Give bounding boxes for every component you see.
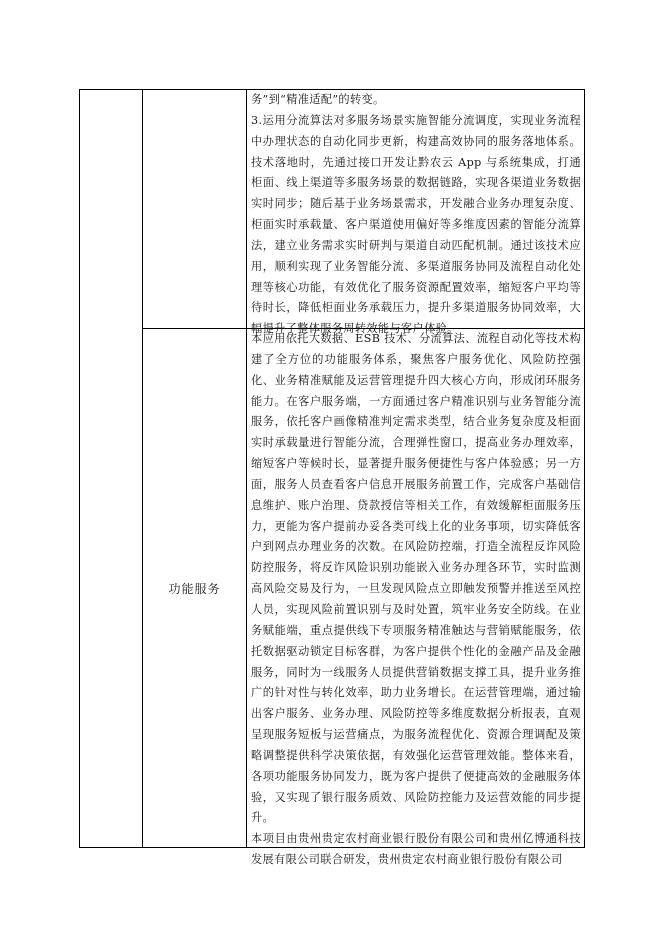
paragraph: 本应用依托大数据、ESB 技术、分流算法、流程自动化等技术构建了全方位的功能服务体系，聚焦客户服务优化、风险防控强化、业务精准赋能及运营管理提升四大核心方向，形成闭环服务能力。在客户服务端，一方面通过客户精准识别与业务智能分流服务，依托客户画像精准判定需求类型，结合业务复杂度及柜面实时承载量进行智能分流，合理弹性窗口，提高业务办理效率，缩短客户等候时长，显著提升服务便捷性与客户体验感；另一方面，服务人员查看客户信息开展服务前置工作，完成客户基础信息维护、账户治理、贷款授信等相关工作，有效缓解柜面服务压力，更能为客户提前办妥各类可线上化的业务事项，切实降低客户到网点办理业务的次数。在风险防控端，打造全流程反诈风险防控服务，将反诈风险识别功能嵌入业务办理各环节，实时监测高风险交易及行为，一旦发现风险点立即触发预警并推送至风控人员，实现风险前置识别与及时处置，筑牢业务安全防线。在业务赋能端，重点提供线下专项服务精准触达与营销赋能服务，依托数据驱动锁定目标客群，为客户提供个性化的金融产品及金融服务，同时为一线服务人员提供营销数据支撑工具，提升业务推广的针对性与转化效率，助力业务增长。在运营管理端，通过输出客户服务、业务办理、风险防控等多维度数据分析报表，直观呈现服务短板与运营痛点，为服务流程优化、资源合理调配及策略调整提供科学决策依据，有效强化运营管理效能。整体来看，各项功能服务协同发力，既为客户提供了便捷高效的金融服务体验，又实现了银行服务质效、风险防控能力及运营效能的同步提升。	[251, 332, 581, 825]
row-label-function-service: 功能服务	[168, 581, 221, 596]
row-2-text-cell	[251, 329, 581, 867]
column-divider-right	[246, 90, 247, 847]
paragraph: 3.运用分流算法对多服务场景实施智能分流调度，实现业务流程中办理状态的自动化同步更新，构建高效协同的服务落地体系。技术落地时，先通过接口开发让黔农云 App 与系统集成，打通柜面、线上渠道等多服务场景的数据链路，实现各渠道业务数据实时同步；随后基于业务场景需求，开发融合业务办理复杂度、柜面实时承载量、客户渠道使用偏好等多维度因素的智能分流算法，建立业务需求实时研判与渠道自动匹配机制。通过该技术应用，顺利实现了业务智能分流、多渠道服务协同及流程自动化处理等核心功能，有效优化了服务资源配置效率，缩短客户平均等待时长，降低柜面业务承载压力，提升多渠道服务协同效率，大幅提升了整体服务周转效能与客户体验。	[251, 113, 581, 336]
row-1-text-cell	[251, 90, 581, 336]
paragraph: 本项目由贵州贵定农村商业银行股份有限公司和贵州亿博通科技发展有限公司联合研发，贵州贵定农村商业银行股份有限公司	[251, 832, 581, 867]
row-label-empty	[143, 90, 246, 328]
content-table	[79, 89, 585, 867]
paragraph: 务”到“精准适配”的转变。	[251, 93, 385, 106]
